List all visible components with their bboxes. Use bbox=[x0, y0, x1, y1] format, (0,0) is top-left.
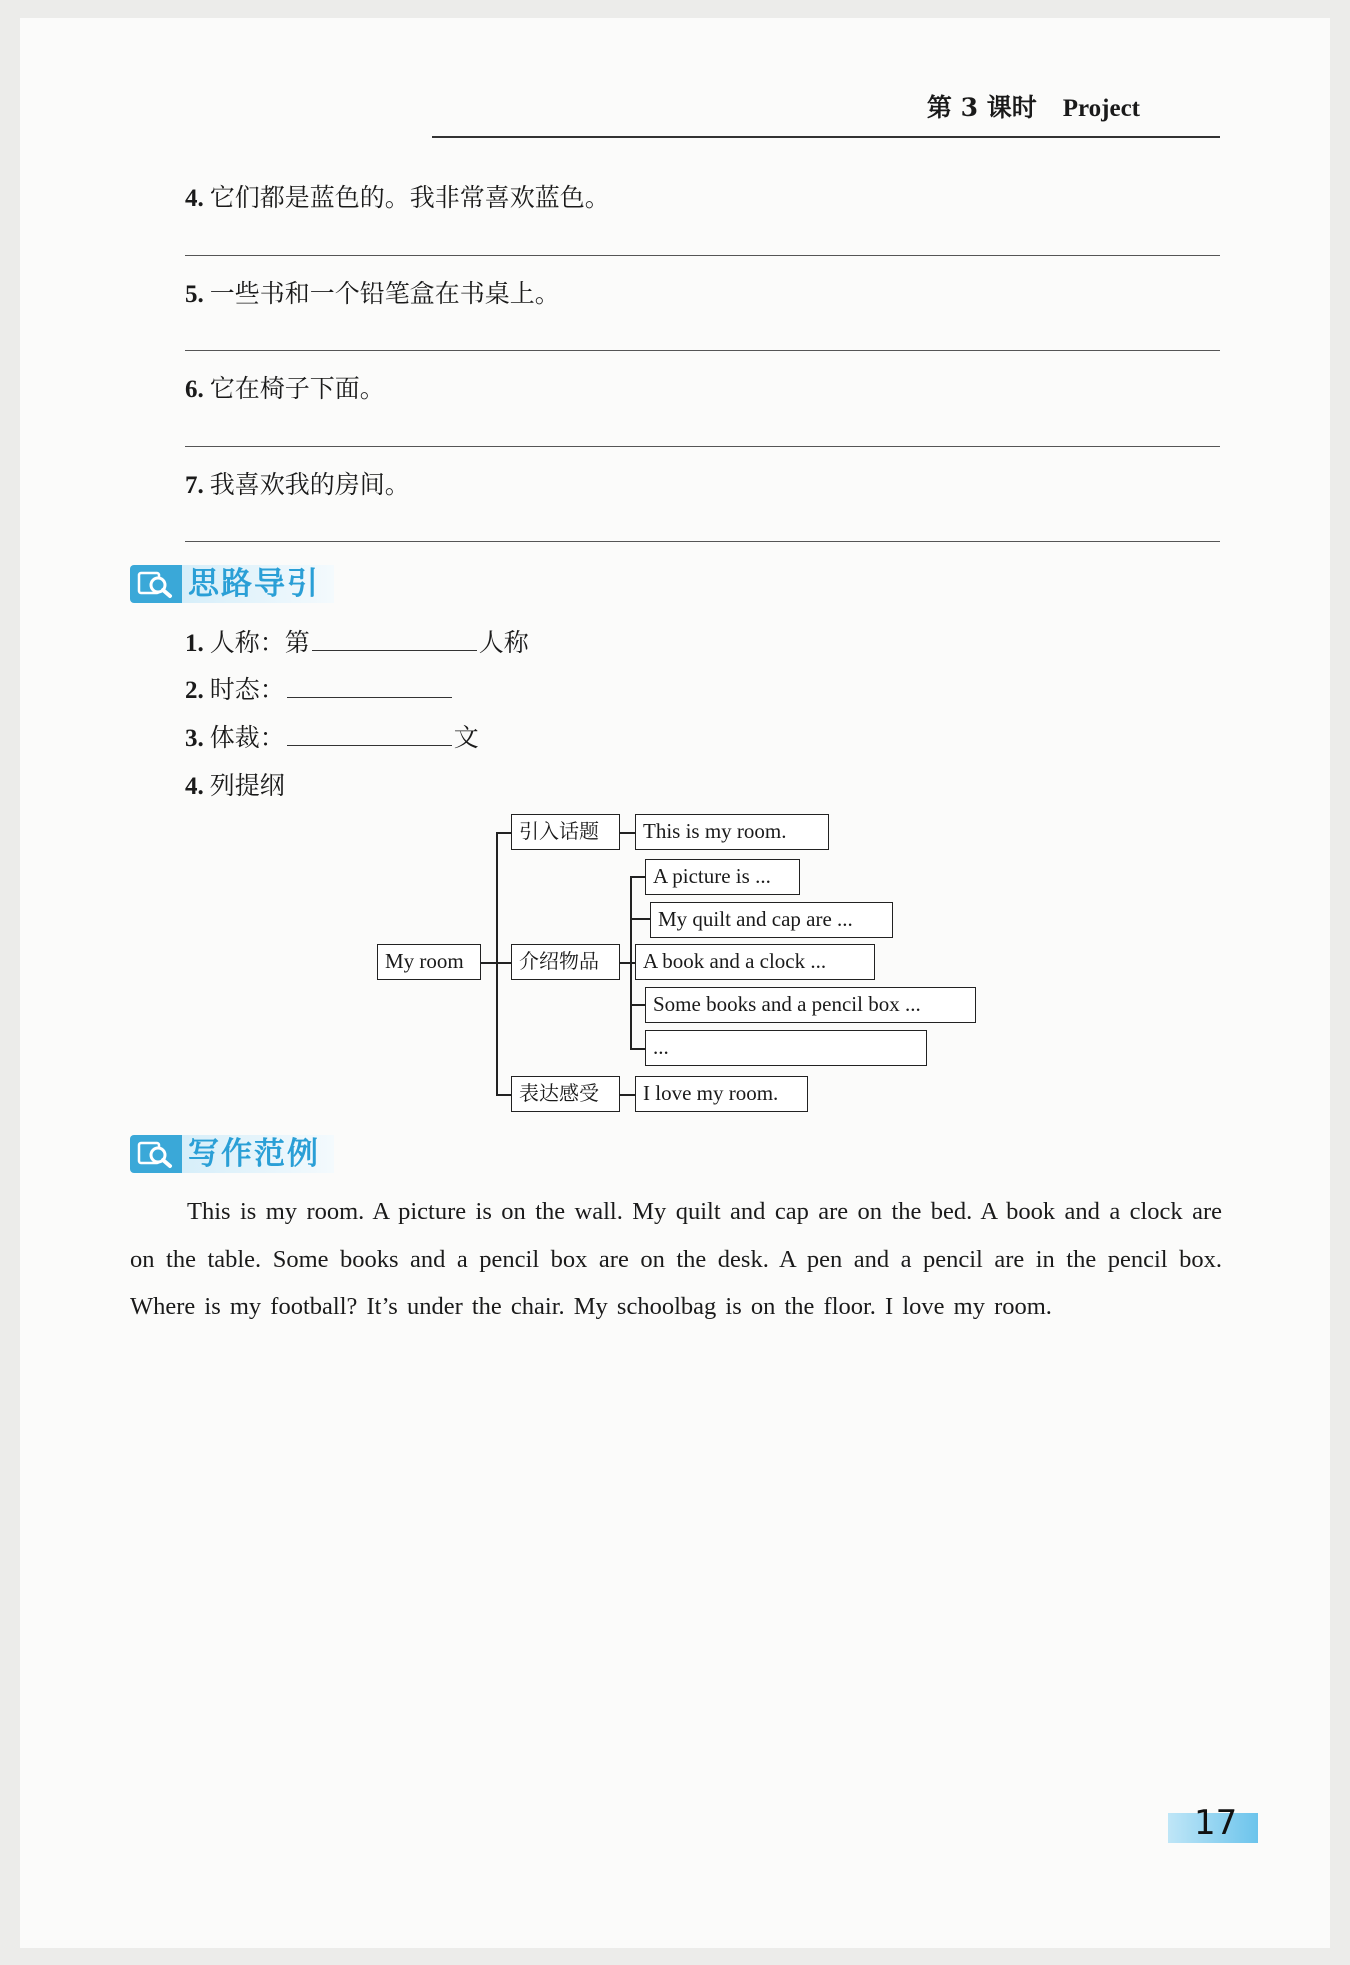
guide-item-outline: 4. 列提纲 bbox=[185, 771, 285, 800]
answer-line-7[interactable] bbox=[185, 541, 1220, 542]
outline-item-books-pencil-box: Some books and a pencil box ... bbox=[645, 987, 976, 1023]
guide-section-heading bbox=[130, 563, 334, 605]
answer-line-4[interactable] bbox=[185, 255, 1220, 256]
page-number: 17 bbox=[1194, 1803, 1238, 1843]
guide-item-tense: 2. 时态： bbox=[185, 670, 454, 706]
outline-item-more: ... bbox=[645, 1030, 927, 1066]
sample-section-heading bbox=[130, 1133, 334, 1175]
sample-essay bbox=[130, 1188, 1222, 1331]
question-4: 4. 它们都是蓝色的。我非常喜欢蓝色。 bbox=[185, 183, 610, 212]
sample-section-title: 写作范例 bbox=[182, 1135, 334, 1173]
connector-trunk bbox=[496, 832, 498, 1094]
outline-item-quilt: My quilt and cap are ... bbox=[650, 902, 893, 938]
outline-root-box: My room bbox=[377, 944, 481, 980]
question-5-text: 一些书和一个铅笔盒在书桌上。 bbox=[209, 279, 560, 308]
outline-feel-text: I love my room. bbox=[635, 1076, 808, 1112]
connector-items bbox=[630, 876, 632, 1048]
outline-item-picture: A picture is ... bbox=[645, 859, 800, 895]
question-7: 7. 我喜欢我的房间。 bbox=[185, 470, 410, 499]
outline-items-label: 介绍物品 bbox=[511, 944, 620, 980]
guide-section-title: 思路导引 bbox=[182, 565, 334, 603]
outline-intro-text: This is my room. bbox=[635, 814, 829, 850]
magnifier-icon bbox=[130, 1135, 182, 1173]
page-number-tab bbox=[1168, 1803, 1258, 1843]
question-7-text: 我喜欢我的房间。 bbox=[209, 470, 410, 499]
header-unit: Project bbox=[1062, 95, 1140, 122]
question-5: 5. 一些书和一个铅笔盒在书桌上。 bbox=[185, 279, 560, 308]
question-6-text: 它在椅子下面。 bbox=[209, 374, 385, 403]
essay-text: This is my room. A picture is on the wall. My quilt and cap are on the bed. A book and a clock are on the table. Some books and a pencil box are on the desk. A pen and a pencil are in the pencil box. Where is my football? It’s under the chair. My schoolbag is on the floor. I love my room. bbox=[130, 1198, 1222, 1320]
genre-blank[interactable] bbox=[287, 723, 452, 746]
header-lesson: 第 3 课时 bbox=[926, 93, 1037, 122]
magnifier-icon bbox=[130, 565, 182, 603]
answer-line-6[interactable] bbox=[185, 446, 1220, 447]
guide-item-person: 1. 人称：第 人称 bbox=[185, 628, 529, 657]
outline-feel-label: 表达感受 bbox=[511, 1076, 620, 1112]
question-4-text: 它们都是蓝色的。我非常喜欢蓝色。 bbox=[209, 183, 610, 212]
header-rule bbox=[432, 136, 1220, 138]
person-blank[interactable] bbox=[312, 628, 477, 651]
tense-blank[interactable] bbox=[287, 675, 452, 698]
guide-item-genre: 3. 体裁： 文 bbox=[185, 723, 479, 752]
outline-intro-label: 引入话题 bbox=[511, 814, 620, 850]
answer-line-5[interactable] bbox=[185, 350, 1220, 351]
outline-item-book-clock: A book and a clock ... bbox=[635, 944, 875, 980]
page-header bbox=[927, 88, 1140, 124]
question-6: 6. 它在椅子下面。 bbox=[185, 374, 385, 403]
